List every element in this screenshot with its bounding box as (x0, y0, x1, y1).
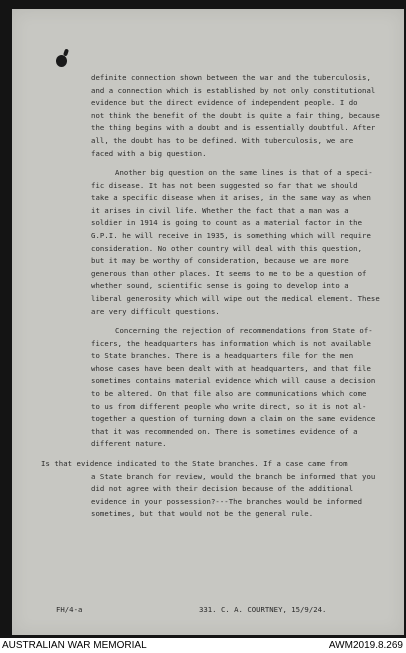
text-line: the thing begins with a doubt and is essentially doubtful. After (91, 123, 376, 133)
page-number-and-signature: 331. C. A. COURTNEY, 15/9/24. (199, 605, 327, 614)
text-line: to us from different people who write direct, so it is not al- (91, 401, 367, 411)
text-line: ficers, the headquarters has information which is not available (91, 338, 371, 348)
document-page (12, 9, 404, 635)
page-code: FH/4-a (56, 605, 83, 614)
text-line: liberal generosity which will wipe out the medical element. These (91, 294, 380, 303)
text-line: are very difficult questions. (91, 306, 220, 316)
text-line: did not agree with their decision because of the additional (91, 484, 354, 494)
archive-credit: AUSTRALIAN WAR MEMORIAL (2, 640, 147, 651)
text-line: faced with a big question. (91, 148, 207, 158)
text-line: evidence in your possession?---The branches would be informed (91, 496, 363, 506)
punch-hole-mark (56, 55, 67, 67)
text-line: sometimes, but that would not be the general rule. (91, 509, 314, 519)
text-line: not think the benefit of the doubt is quite a fair thing, because (91, 110, 380, 120)
text-line: whose cases have been dealt with at headquarters, and that file (91, 363, 371, 373)
archive-id: AWM2019.8.269 (328, 640, 403, 651)
text-line: that it was recommended on. There is sometimes evidence of a (91, 426, 358, 436)
text-line: soldier in 1914 is going to count as a material factor in the (91, 218, 363, 228)
text-line: generous than other places. It seems to me to be a question of (91, 268, 367, 278)
text-line: definite connection shown between the war and the tuberculosis, (91, 73, 371, 82)
text-line: to be altered. On that file also are communications which come (91, 389, 367, 398)
punch-hole-tail (63, 49, 69, 57)
text-line: but it may be worthy of consideration, because we are more (91, 256, 349, 266)
text-line: evidence but the direct evidence of independent people. I do (91, 98, 358, 108)
text-line: Is that evidence indicated to the State branches. If a case came from (41, 459, 348, 468)
text-line: a State branch for review, would the branch be informed that you (91, 471, 376, 481)
text-line: consideration. No other country will deal with this question, (91, 243, 363, 253)
text-line: take a specific disease when it arises, in the same way as when (91, 193, 371, 203)
text-line: Concerning the rejection of recommendations from State of- (115, 326, 373, 335)
text-line: fic disease. It has not been suggested so far that we should (91, 180, 358, 190)
text-line: together a question of turning down a claim on the same evidence (91, 414, 376, 424)
text-line: it arises in civil life. Whether the fact that a man was a (91, 205, 349, 215)
text-line: whether sound, scientific sense is going to develop into a (91, 281, 349, 291)
text-line: G.P.I. he will receive in 1935, is something which will require (91, 231, 371, 240)
text-line: Another big question on the same lines is that of a speci- (115, 168, 373, 177)
text-line: and a connection which is established by not only constitutional (91, 85, 376, 95)
text-line: sometimes contains material evidence which will cause a decision (91, 376, 376, 386)
text-line: all, the doubt has to be defined. With tuberculosis, we are (91, 136, 354, 145)
text-line: to State branches. There is a headquarters file for the men (91, 351, 354, 361)
text-line: different nature. (91, 439, 167, 449)
